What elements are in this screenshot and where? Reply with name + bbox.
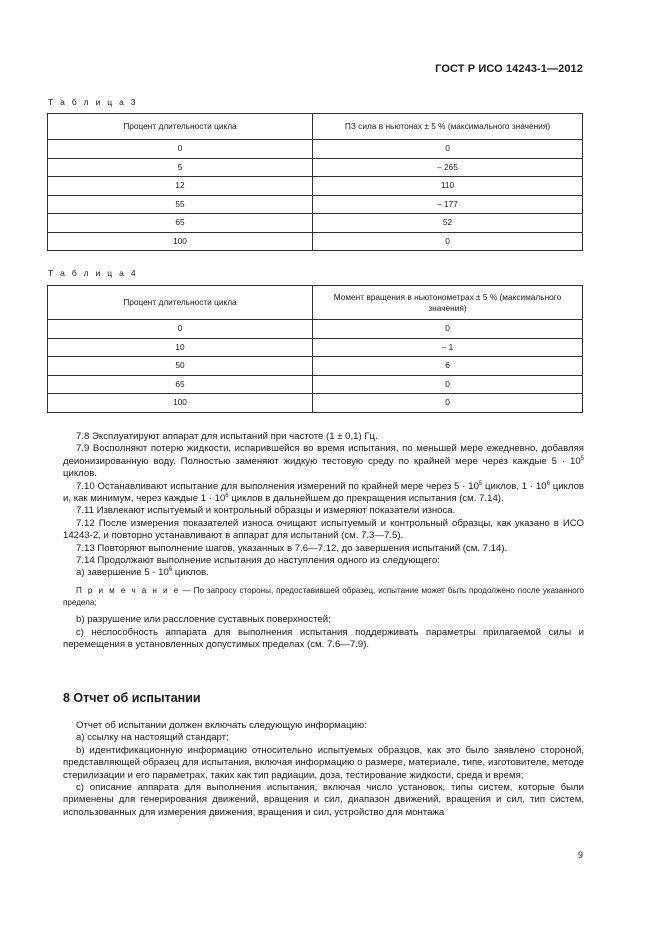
table-cell: 50: [48, 357, 313, 376]
table-4-header-cycle: Процент длительности цикла: [48, 286, 313, 320]
table-cell: 100: [48, 394, 313, 413]
table-row: [48, 375, 583, 394]
section-8-intro: Отчет об испытании должен включать следующую информацию:: [76, 720, 367, 731]
table-row: [48, 177, 583, 196]
paragraph-7-14: 7.14 Продолжают выполнение испытания до наступления одного из следующего:: [76, 555, 440, 567]
list-item-b: b) идентификационную информацию относительно испытуемых образцов, как это было заявлено стороной, представляющей образец для испытания, включая информацию о размере, материале, типе, изготовителе, методе стерилизации и его параметрах, таких как тип радиации, доза, тестирование жидкости, среда и время;: [63, 744, 584, 781]
table-cell: 100: [48, 232, 313, 251]
list-item-c: с) описание аппарата для выполнения испытания, включая число установок, типы систем, которые были применены для генерирования движений, вращения и сил, диапазон движений, вращения и сил, тип систем, использованных для измерения движения, вращения и сил, устройство для монтажа: [63, 782, 584, 818]
table-3: [47, 113, 583, 251]
table-cell: – 177: [313, 195, 583, 214]
table-cell: 65: [48, 375, 313, 394]
paragraph-text: а) завершение 5 · 10: [76, 567, 169, 579]
table-row: [48, 232, 583, 251]
table-cell: 0: [313, 140, 583, 159]
table-row: [48, 158, 583, 177]
paragraph-7-9: [63, 443, 584, 480]
paragraph-7-13: 7.13 Повторяют выполнение шагов, указанных в 7.6—7.12, до завершения испытаний (см. 7.14).: [76, 542, 508, 554]
table-cell: 0: [313, 320, 583, 339]
clauses-block: [63, 431, 584, 652]
table-cell: 10: [48, 338, 313, 357]
table-row: [48, 338, 583, 357]
table-4: [47, 285, 583, 413]
table-cell: 0: [313, 375, 583, 394]
paragraph-text: циклов, 1 · 10: [482, 480, 547, 492]
paragraph-text: 7.10 Останавливают испытание для выполнения измерений по крайней мере через 5 · 10: [76, 480, 479, 492]
section-8-body: [63, 720, 584, 819]
paragraph-7-11: 7.11 Извлекают испытуемый и контрольный образцы и измеряют показатели износа.: [76, 505, 456, 517]
exponent: 5: [580, 455, 584, 462]
table-row: [48, 140, 583, 159]
table-cell: – 1: [313, 338, 583, 357]
exponent: 6: [225, 493, 229, 500]
paragraph-7-10: [63, 481, 584, 506]
table-cell: 0: [313, 394, 583, 413]
table-cell: 65: [48, 214, 313, 233]
table-4-header-torque: Момент вращения в ньютонометрах ± 5 % (максимального значения): [313, 286, 583, 320]
table-cell: 5: [48, 158, 313, 177]
list-item-a: а) ссылку на настоящий стандарт;: [76, 732, 229, 744]
note-label: П р и м е ч а н и е: [76, 585, 180, 595]
list-item-c: c) неспособность аппарата для выполнения испытания поддерживать параметры прилагаемой силы и перемещения в установленных допустимых пределах (см. 7.6—7.9).: [63, 626, 584, 651]
paragraph-text: циклов.: [63, 468, 97, 480]
list-item-b: b) разрушение или расслоение суставных поверхностей;: [76, 614, 331, 626]
table-4-caption: Т а б л и ц а 4: [48, 268, 138, 278]
document-header: ГОСТ Р ИСО 14243-1—2012: [435, 63, 583, 75]
table-cell: 110: [313, 177, 583, 196]
exponent: 5: [478, 480, 483, 487]
table-row: [48, 357, 583, 376]
table-cell: 0: [48, 140, 313, 159]
table-cell: 55: [48, 195, 313, 214]
table-cell: 52: [313, 214, 583, 233]
list-item-a: [63, 567, 584, 579]
table-cell: – 265: [313, 158, 583, 177]
table-row: [48, 394, 583, 413]
table-cell: 6: [313, 357, 583, 376]
table-row: [48, 320, 583, 339]
note-text: — По запросу стороны, предоставившей образец, испытание может быть продолжено после указанного предела;: [63, 585, 584, 607]
table-3-header-force: ПЗ сила в ньютонах ± 5 % (максимального значения): [313, 114, 583, 140]
exponent: 6: [168, 567, 173, 574]
table-cell: 0: [48, 320, 313, 339]
table-3-header-cycle: Процент длительности цикла: [48, 114, 313, 140]
paragraph-text: циклов в дальнейшем до прекращения испытания (см. 7.14).: [228, 493, 504, 505]
paragraph-7-8: 7.8 Эксплуатируют аппарат для испытаний при частоте (1 ± 0,1) Гц.: [76, 431, 378, 442]
note: [63, 585, 584, 609]
page-number: 9: [577, 850, 583, 860]
table-row: [48, 195, 583, 214]
paragraph-text: циклов и, как минимум, через каждые 1 · 10: [63, 480, 585, 505]
paragraph-text: 7.9 Восполняют потерю жидкости, испарившейся во время испытания, по меньшей мере ежедневно, добавляя деионизированную воду. Полностью заменяют жидкую тестовую среду по крайней мере через каждые 5 · 10: [63, 443, 584, 467]
exponent: 6: [546, 480, 550, 487]
table-3-caption: Т а б л и ц а 3: [48, 97, 138, 107]
paragraph-7-12: 7.12 После измерения показателей износа очищают испытуемый и контрольный образцы, как указано в ИСО 14243-2, и повторно устанавливают в аппарат для испытаний (см. 7.3—7.5).: [63, 517, 584, 542]
table-cell: 12: [48, 177, 313, 196]
section-8-title: 8 Отчет об испытании: [63, 691, 201, 705]
table-cell: 0: [313, 232, 583, 251]
paragraph-text: циклов.: [172, 567, 209, 579]
table-row: [48, 214, 583, 233]
